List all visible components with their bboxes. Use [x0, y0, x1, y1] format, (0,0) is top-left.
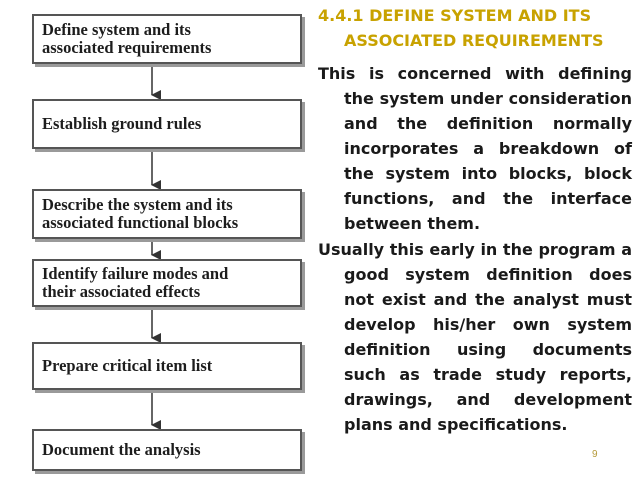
text-panel — [314, 0, 632, 479]
paragraph-definition: This is concerned with defining the system under consideration and the definition normally incorporates a breakdown of the system into blocks, block functions, and the interface between them. — [318, 64, 632, 233]
flow-step-document-analysis: Document the analysis — [32, 429, 302, 471]
flow-step-identify-failure-modes: Identify failure modes and their associated effects — [32, 259, 302, 307]
flow-step-ground-rules: Establish ground rules — [32, 99, 302, 149]
flowchart — [0, 0, 310, 479]
section-heading: 4.4.1 DEFINE SYSTEM AND ITS ASSOCIATED REQUIREMENTS — [318, 6, 604, 50]
flow-step-critical-item-list: Prepare critical item list — [32, 342, 302, 390]
flow-step-define-system: Define system and its associated requirements — [32, 14, 302, 64]
flowchart-arrows — [0, 0, 310, 479]
page-number: 9 — [592, 449, 598, 460]
paragraph-early-program: Usually this early in the program a good system definition does not exist and the analyst must develop his/her own system definition using documents such as trade study reports, drawings, and development plans and specifications. — [318, 240, 632, 434]
flow-step-describe-system: Describe the system and its associated functional blocks — [32, 189, 302, 239]
